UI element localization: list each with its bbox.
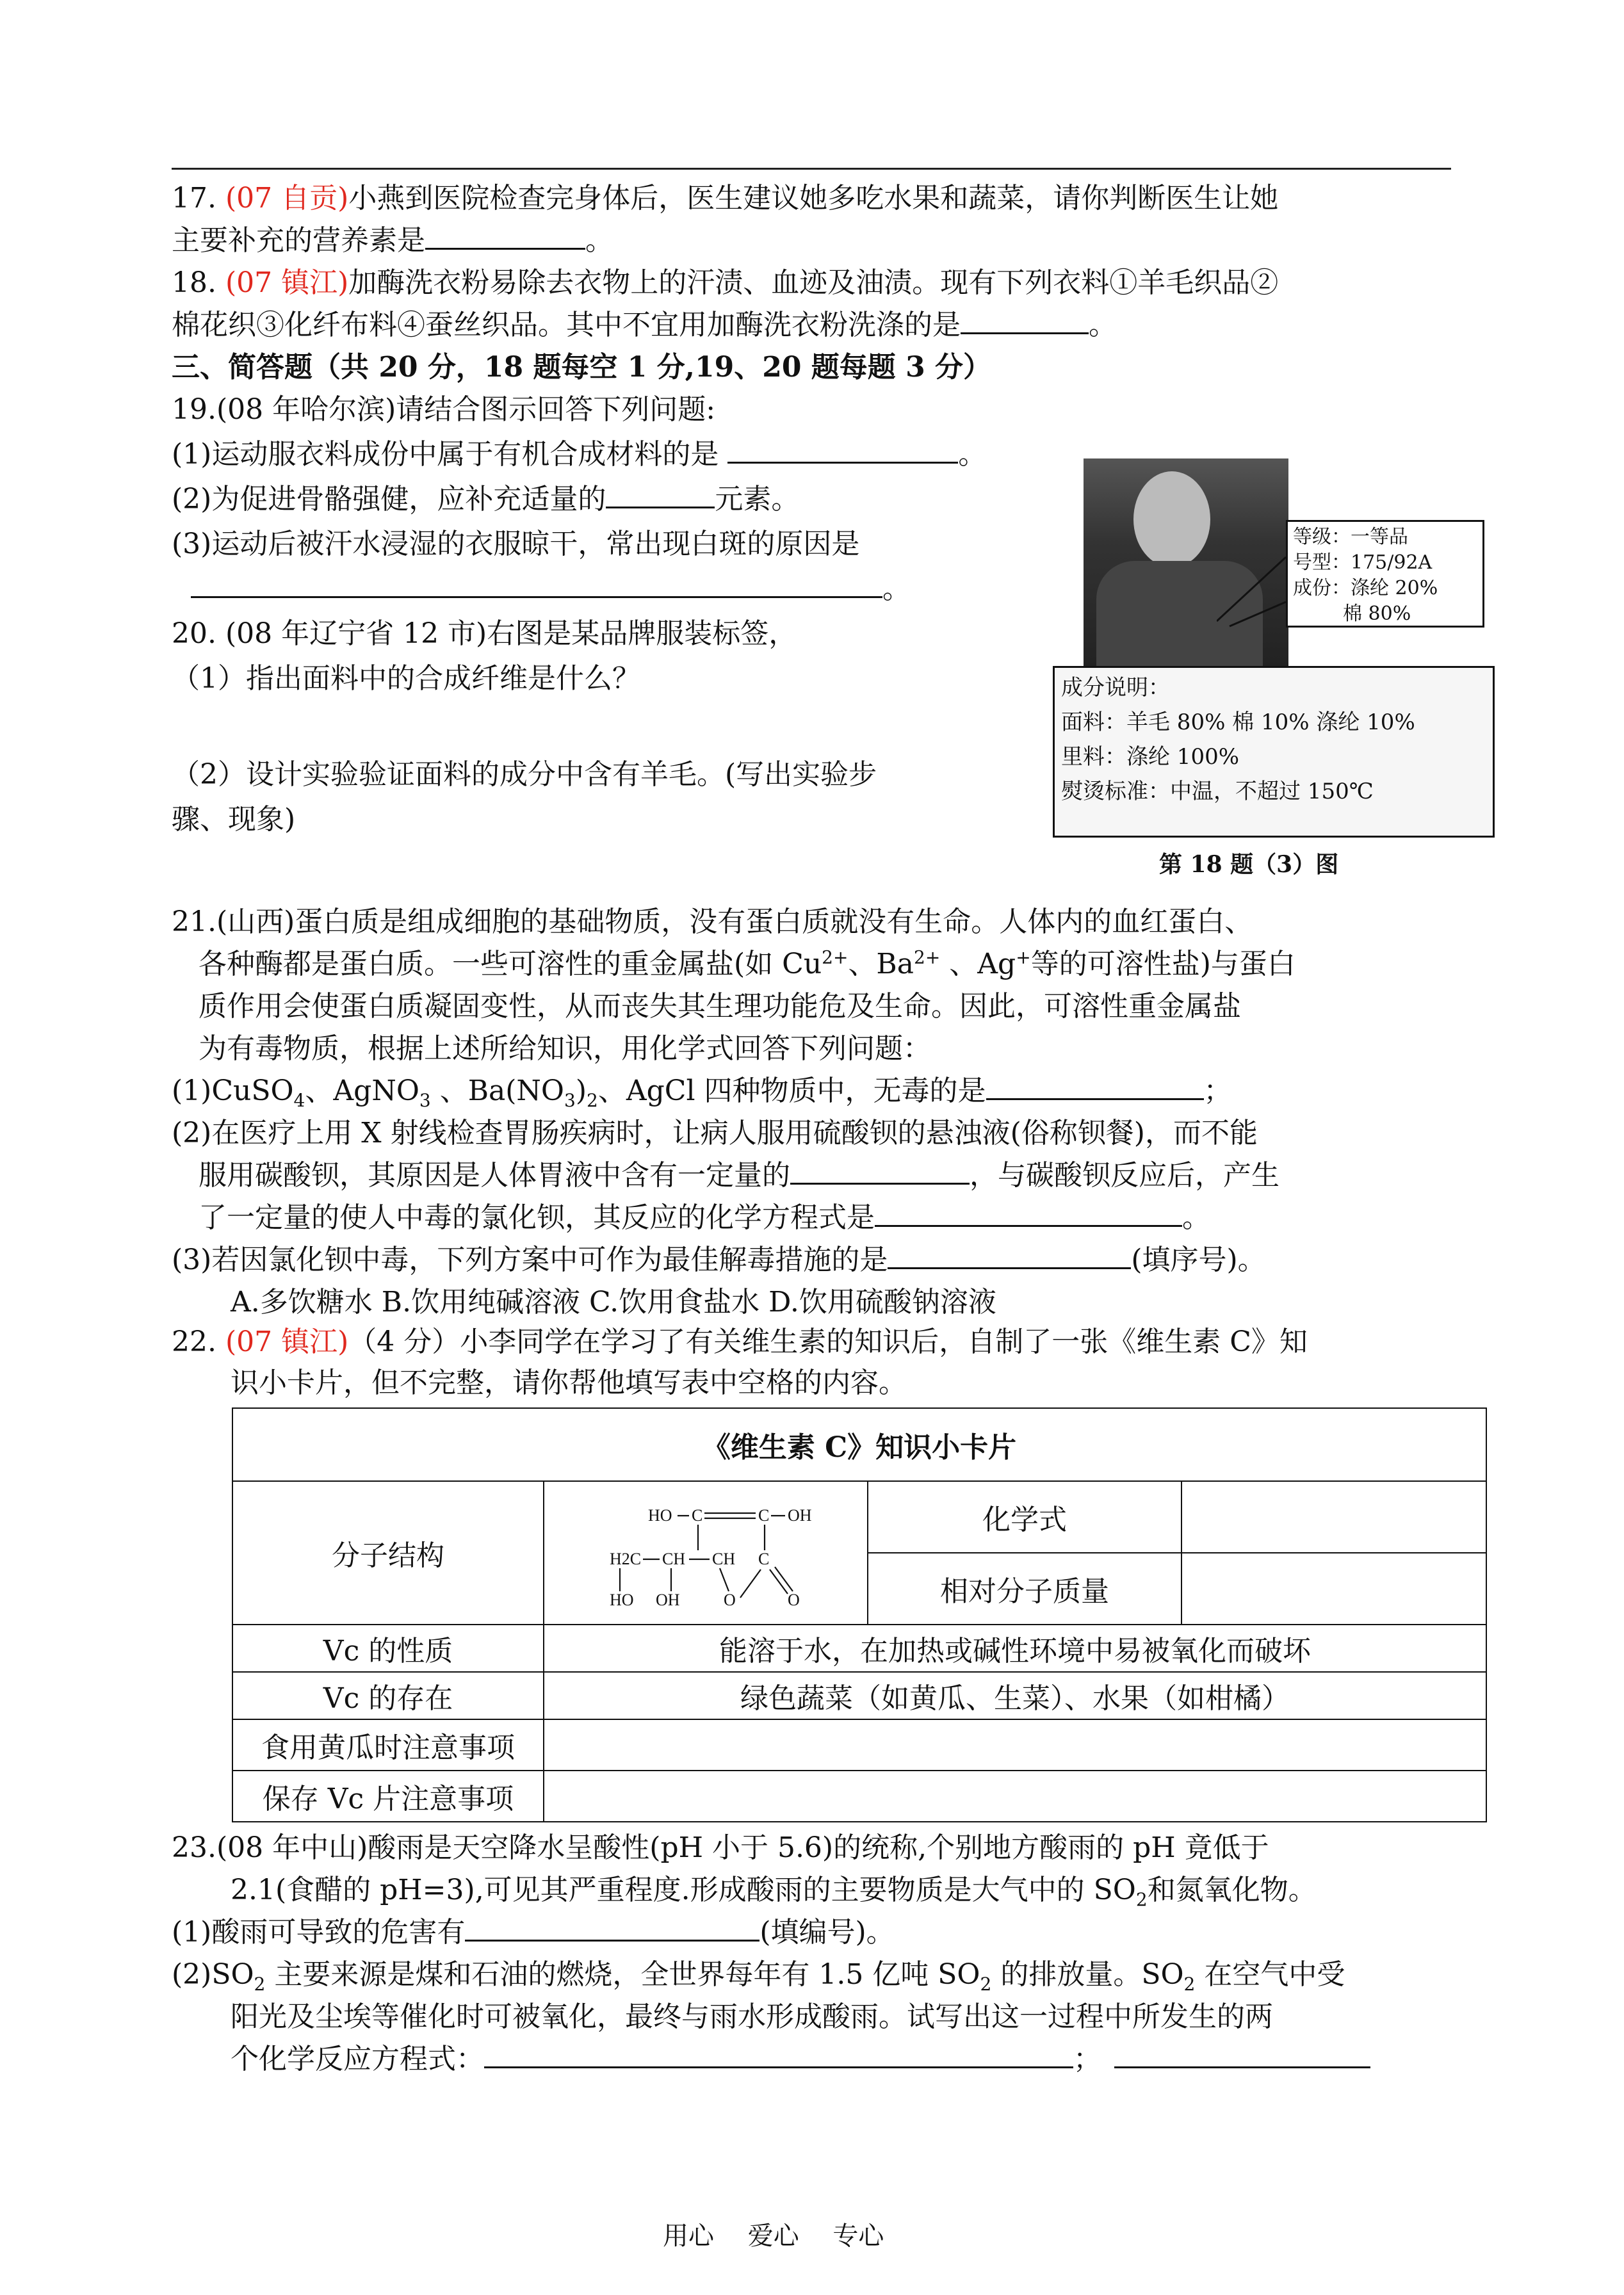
mol-ch2: CH <box>712 1550 736 1568</box>
formula-label: 化学式 <box>868 1481 1181 1553</box>
mol-ch1: CH <box>662 1550 686 1568</box>
molar-mass-label: 相对分子质量 <box>868 1553 1181 1625</box>
q23-part1: (1)酸雨可导致的危害有 (填编号)。 <box>172 1913 895 1952</box>
mol-oh2: OH <box>656 1591 680 1609</box>
properties-label: Vc 的性质 <box>232 1625 544 1672</box>
q19-part2: (2)为促进骨骼强健，应补充适量的 元素。 <box>172 480 799 519</box>
q19-part3: (3)运动后被汗水浸湿的衣服晾干，常出现白斑的原因是 <box>172 528 860 560</box>
section-heading: 三、简答题（共 20 分，18 题每空 1 分,19、20 题每题 3 分） <box>172 351 992 384</box>
answer-blank[interactable] <box>961 307 1089 334</box>
q17-line2: 主要补充的营养素是 。 <box>172 222 613 260</box>
mol-c1: C <box>692 1506 703 1525</box>
mol-c3: C <box>758 1550 770 1568</box>
clothing-tag <box>1286 520 1484 628</box>
q22-line1: 22. (07 镇江)（4 分）小李同学在学习了有关维生素的知识后，自制了一张《维生素 C》知 <box>172 1326 1308 1358</box>
q23-part2-line3: 个化学反应方程式： ； <box>231 2040 1370 2079</box>
molecular-structure-diagram <box>544 1481 868 1625</box>
q21-part2-line2: 服用碳酸钡，其原因是人体胃液中含有一定量的 ，与碳酸钡反应后，产生 <box>199 1156 1279 1195</box>
properties-value: 能溶于水，在加热或碱性环境中易被氧化而破坏 <box>544 1625 1486 1672</box>
q21-line3: 质作用会使蛋白质凝固变性，从而丧失其生理功能危及生命。因此，可溶性重金属盐 <box>199 990 1241 1023</box>
q20-part2: （2）设计实验验证面料的成分中含有羊毛。(写出实验步 <box>172 758 877 791</box>
q19-part1: (1)运动服衣料成份中属于有机合成材料的是 。 <box>172 435 986 474</box>
storage-note-label: 保存 Vc 片注意事项 <box>232 1771 544 1822</box>
fabric-label-title: 成分说明： <box>1061 675 1170 701</box>
q22-line2: 识小卡片，但不完整，请你帮他填写表中空格的内容。 <box>231 1366 907 1399</box>
molecular-structure-label: 分子结构 <box>232 1481 544 1625</box>
formula-answer-cell[interactable] <box>1181 1481 1486 1553</box>
cucumber-note-answer-cell[interactable] <box>544 1719 1486 1771</box>
q18-line2: 棉花织③化纤布料④蚕丝织品。其中不宜用加酶洗衣粉洗涤的是 。 <box>172 306 1117 345</box>
q20-part1: （1）指出面料中的合成纤维是什么？ <box>172 662 640 695</box>
existence-value: 绿色蔬菜（如黄瓜、生菜）、水果（如柑橘） <box>544 1672 1486 1719</box>
answer-blank[interactable] <box>191 571 882 598</box>
fabric-label-figure <box>1053 666 1495 838</box>
tag-size: 号型：175/92A <box>1293 551 1433 574</box>
q21-line2: 各种酶都是蛋白质。一些可溶性的重金属盐(如 $Cu^{2+}$、$Ba^{2+}$ 、Ag+等的可溶性盐)与蛋白 <box>199 946 1295 980</box>
mol-o1: O <box>724 1591 736 1609</box>
q21-line4: 为有毒物质，根据上述所给知识，用化学式回答下列问题： <box>199 1032 931 1065</box>
q21-options: A.多饮糖水 B.饮用纯碱溶液 C.饮用食盐水 D.饮用硫酸钠溶液 <box>231 1286 996 1318</box>
answer-blank[interactable] <box>1114 2041 1370 2068</box>
page-footer: 用心 爱心 专心 <box>663 2221 884 2251</box>
answer-blank[interactable] <box>790 1157 970 1185</box>
q22-source: (07 镇江) <box>225 1326 349 1358</box>
ironing-standard: 熨烫标准：中温，不超过 150℃ <box>1061 779 1374 804</box>
q20-title: 20. (08 年辽宁省 12 市)右图是某品牌服装标签， <box>172 617 797 650</box>
mol-oh1: OH <box>788 1506 812 1525</box>
fabric-lining: 里料：涤纶 100% <box>1061 744 1240 770</box>
molar-mass-answer-cell[interactable] <box>1181 1553 1486 1625</box>
q17-source: (07 自贡) <box>225 182 349 215</box>
tag-pointer-lines <box>1217 551 1294 628</box>
q23-line2: 2.1(食醋的 pH=3),可见其严重程度.形成酸雨的主要物质是大气中的 $SO_2$和氮氧化物。 <box>231 1874 1317 1910</box>
answer-blank[interactable] <box>986 1073 1204 1100</box>
cucumber-note-label: 食用黄瓜时注意事项 <box>232 1719 544 1771</box>
storage-note-answer-cell[interactable] <box>544 1771 1486 1822</box>
mol-h2c: H2C <box>610 1550 642 1568</box>
existence-label: Vc 的存在 <box>232 1672 544 1719</box>
header-rule <box>172 168 1451 170</box>
answer-blank[interactable] <box>606 481 715 508</box>
answer-blank[interactable] <box>425 222 585 250</box>
answer-blank[interactable] <box>888 1242 1131 1269</box>
q20-part2-cont: 骤、现象) <box>172 803 296 836</box>
q21-part2-line1: (2)在医疗上用 X 射线检查胃肠疾病时，让病人服用硫酸钡的悬浊液(俗称钡餐)，而不能 <box>172 1117 1258 1149</box>
mol-o2: O <box>788 1591 800 1609</box>
tag-cotton: 棉 80% <box>1343 603 1411 625</box>
answer-blank[interactable] <box>727 436 958 464</box>
athlete-head <box>1133 471 1210 567</box>
answer-blank[interactable] <box>875 1199 1182 1227</box>
answer-blank[interactable] <box>465 1914 759 1942</box>
q23-part2-line2: 阳光及尘埃等催化时可被氧化，最终与雨水形成酸雨。试写出这一过程中所发生的两 <box>231 2000 1273 2033</box>
vitamin-c-structure <box>584 1489 827 1617</box>
q17-line1: 17. (07 自贡)小燕到医院检查完身体后，医生建议她多吃水果和蔬菜，请你判断医生让她 <box>172 182 1279 215</box>
q21-line1: 21.(山西)蛋白质是组成细胞的基础物质，没有蛋白质就没有生命。人体内的血红蛋白、 <box>172 905 1253 938</box>
q23-line1: 23.(08 年中山)酸雨是天空降水呈酸性(pH 小于 5.6)的统称,个别地方酸雨的 pH 竟低于 <box>172 1831 1269 1864</box>
figure-caption: 第 18 题（3）图 <box>1159 851 1339 878</box>
fabric-face: 面料：羊毛 80% 棉 10% 涤纶 10% <box>1061 710 1415 735</box>
q21-part1: (1)CuSO$_4$、AgNO$_3$ 、$Ba(NO_3)_2$、AgCl 四种物质中，无毒的是 ； <box>172 1072 1232 1110</box>
q19-part3-answer: 。 <box>191 570 911 608</box>
q18-source: (07 镇江) <box>225 266 349 299</box>
q23-part2-line1: $(2)SO_2$ 主要来源是煤和石油的燃烧，全世界每年有 1.5 亿吨 $SO_2$ 的排放量。$SO_2$ 在空气中受 <box>172 1958 1345 1995</box>
mol-ho1: HO <box>648 1506 672 1525</box>
q21-part2-line3: 了一定量的使人中毒的氯化钡，其反应的化学方程式是 。 <box>199 1199 1210 1237</box>
q19-title: 19.(08 年哈尔滨)请结合图示回答下列问题: <box>172 393 716 426</box>
mol-ho2: HO <box>610 1591 634 1609</box>
q18-line1: 18. (07 镇江)加酶洗衣粉易除去衣物上的汗渍、血迹及油渍。现有下列衣料①羊毛织品② <box>172 266 1279 299</box>
card-title: 《维生素 C》知识小卡片 <box>232 1408 1486 1481</box>
mol-c2: C <box>758 1506 770 1525</box>
answer-blank[interactable] <box>484 2041 1073 2068</box>
tag-composition: 成份：涤纶 20% <box>1293 577 1438 599</box>
q21-part3: (3)若因氯化钡中毒，下列方案中可作为最佳解毒措施的是 (填序号)。 <box>172 1241 1266 1279</box>
tag-grade: 等级：一等品 <box>1293 526 1408 548</box>
vitamin-c-card <box>232 1407 1487 1822</box>
